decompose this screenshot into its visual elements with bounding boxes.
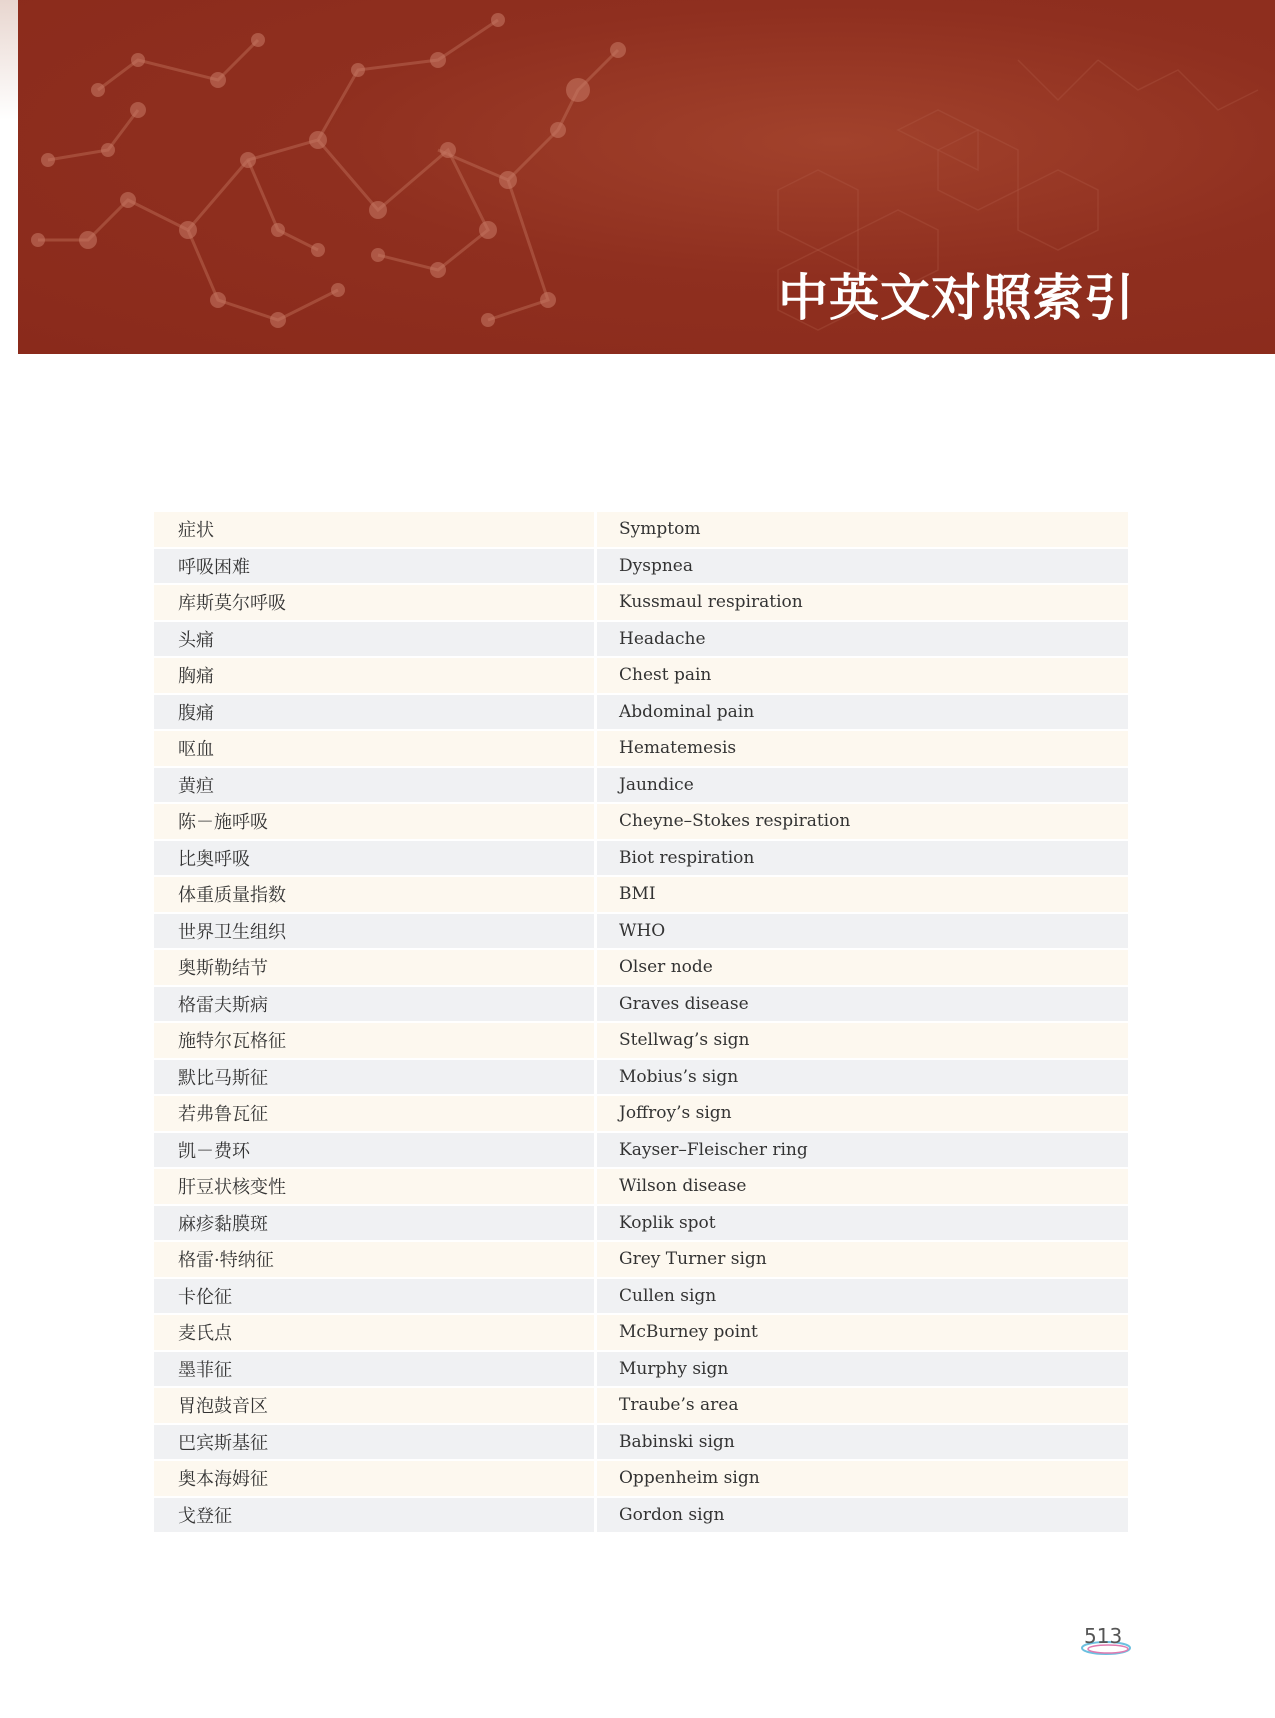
english-term: Chest pain (597, 658, 1128, 695)
english-term: Gordon sign (597, 1498, 1128, 1535)
page-edge-tab (0, 0, 18, 120)
table-row (154, 1206, 1128, 1243)
english-term: WHO (597, 914, 1128, 951)
english-term: Abdominal pain (597, 695, 1128, 732)
table-row (154, 914, 1128, 951)
english-term: Graves disease (597, 987, 1128, 1024)
chinese-term: 黄疸 (154, 768, 597, 805)
chinese-term: 戈登征 (154, 1498, 597, 1535)
chinese-term: 头痛 (154, 622, 597, 659)
english-term: Stellwag’s sign (597, 1023, 1128, 1060)
chinese-term: 凯－费环 (154, 1133, 597, 1170)
table-row (154, 950, 1128, 987)
table-row (154, 1096, 1128, 1133)
chinese-term: 格雷夫斯病 (154, 987, 597, 1024)
english-term: Headache (597, 622, 1128, 659)
chinese-term: 比奥呼吸 (154, 841, 597, 878)
page-number-text: 513 (1084, 1624, 1123, 1648)
chinese-term: 世界卫生组织 (154, 914, 597, 951)
chinese-term: 奥斯勒结节 (154, 950, 597, 987)
english-term: Koplik spot (597, 1206, 1128, 1243)
english-term: Mobius’s sign (597, 1060, 1128, 1097)
chinese-term: 肝豆状核变性 (154, 1169, 597, 1206)
english-term: Babinski sign (597, 1425, 1128, 1462)
table-row (154, 1425, 1128, 1462)
table-row (154, 1388, 1128, 1425)
chinese-term: 巴宾斯基征 (154, 1425, 597, 1462)
chinese-term: 卡伦征 (154, 1279, 597, 1316)
chinese-term: 胃泡鼓音区 (154, 1388, 597, 1425)
table-row (154, 987, 1128, 1024)
english-term: Dyspnea (597, 549, 1128, 586)
english-term: McBurney point (597, 1315, 1128, 1352)
english-term: Oppenheim sign (597, 1461, 1128, 1498)
page-number (1078, 1624, 1134, 1664)
table-row (154, 1060, 1128, 1097)
english-term: Wilson disease (597, 1169, 1128, 1206)
chinese-term: 施特尔瓦格征 (154, 1023, 597, 1060)
chinese-term: 麦氏点 (154, 1315, 597, 1352)
chinese-term: 麻疹黏膜斑 (154, 1206, 597, 1243)
chinese-term: 腹痛 (154, 695, 597, 732)
chinese-term: 默比马斯征 (154, 1060, 597, 1097)
chinese-term: 体重质量指数 (154, 877, 597, 914)
chinese-term: 若弗鲁瓦征 (154, 1096, 597, 1133)
english-term: Biot respiration (597, 841, 1128, 878)
table-row (154, 622, 1128, 659)
english-term: Grey Turner sign (597, 1242, 1128, 1279)
english-term: Symptom (597, 512, 1128, 549)
english-term: Cullen sign (597, 1279, 1128, 1316)
table-row (154, 1498, 1128, 1535)
chinese-term: 呕血 (154, 731, 597, 768)
english-term: Kayser–Fleischer ring (597, 1133, 1128, 1170)
english-term: Joffroy’s sign (597, 1096, 1128, 1133)
table-row (154, 731, 1128, 768)
english-term: Murphy sign (597, 1352, 1128, 1389)
chinese-term: 胸痛 (154, 658, 597, 695)
table-row (154, 1242, 1128, 1279)
table-row (154, 1352, 1128, 1389)
english-term: Jaundice (597, 768, 1128, 805)
table-row (154, 1023, 1128, 1060)
english-term: Olser node (597, 950, 1128, 987)
table-row (154, 804, 1128, 841)
table-row (154, 695, 1128, 732)
table-row (154, 1461, 1128, 1498)
table-row (154, 768, 1128, 805)
table-row (154, 1133, 1128, 1170)
english-term: Cheyne–Stokes respiration (597, 804, 1128, 841)
table-row (154, 1169, 1128, 1206)
chinese-term: 症状 (154, 512, 597, 549)
page-title: 中英文对照索引 (778, 269, 1135, 327)
english-term: Traube’s area (597, 1388, 1128, 1425)
table-row (154, 658, 1128, 695)
header-banner (18, 0, 1275, 354)
english-term: Kussmaul respiration (597, 585, 1128, 622)
table-row (154, 841, 1128, 878)
chinese-term: 库斯莫尔呼吸 (154, 585, 597, 622)
table-row (154, 549, 1128, 586)
chinese-term: 呼吸困难 (154, 549, 597, 586)
table-row (154, 877, 1128, 914)
english-term: Hematemesis (597, 731, 1128, 768)
chinese-term: 格雷·特纳征 (154, 1242, 597, 1279)
chinese-term: 奥本海姆征 (154, 1461, 597, 1498)
chinese-term: 陈－施呼吸 (154, 804, 597, 841)
index-table (154, 512, 1128, 1534)
table-row (154, 512, 1128, 549)
table-row (154, 585, 1128, 622)
table-row (154, 1315, 1128, 1352)
table-row (154, 1279, 1128, 1316)
chinese-term: 墨菲征 (154, 1352, 597, 1389)
english-term: BMI (597, 877, 1128, 914)
